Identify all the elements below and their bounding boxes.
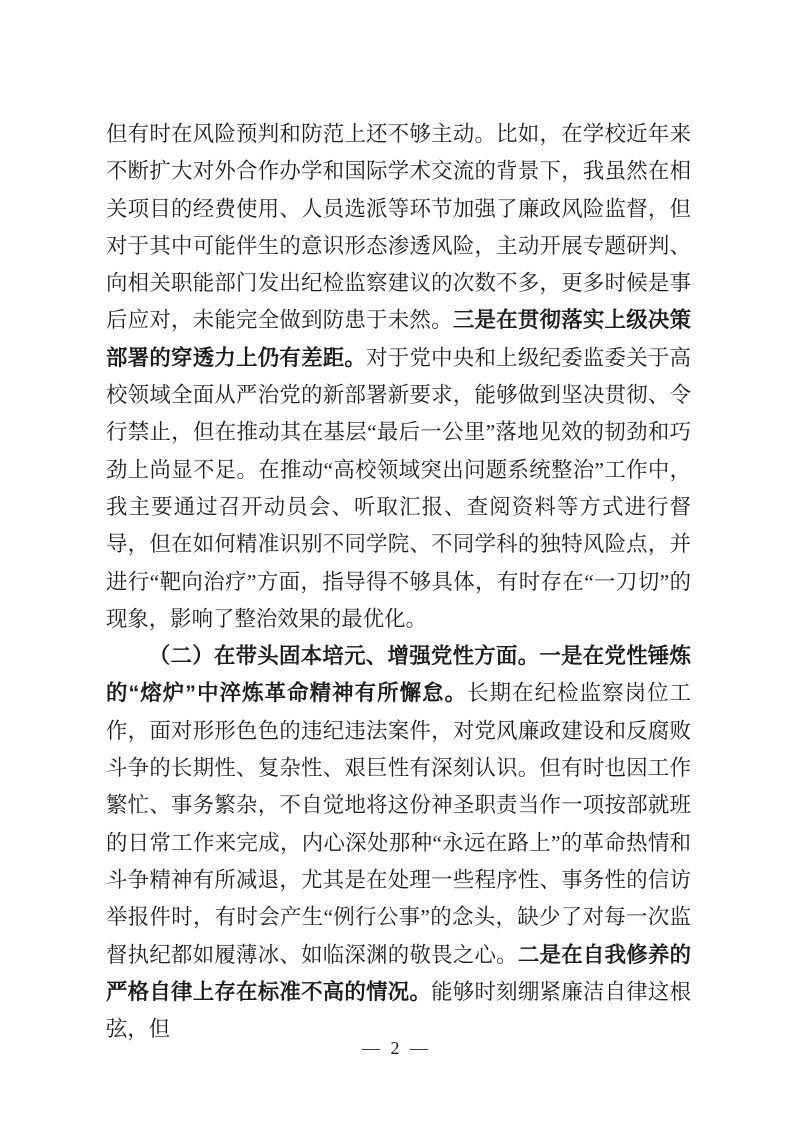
text-run: 对于党中央和上级纪委监委关于高校领域全面从严治党的新部署新要求，能够做到坚决贯彻、令行禁止，但在推动其在基层“最后一公里”落地见效的韧劲和巧劲上尚显不足。在推动“高校领域突出问题系统整治”工作中，我主要通过召开动员会、听取汇报、查阅资料等方式进行督导，但在如何精准识别不同学院、不同学科的独特风险点，并进行“靶向治疗”方面，指导得不够具体，有时存在“一刀切”的现象，影响了整治效果的最优化。 [106,345,691,631]
paragraph [106,638,691,1048]
text-run-bold: 二是在自我修养的严格自律上存在标准不高的情况。 [106,942,691,1004]
paragraph [106,116,691,638]
document-body [106,116,691,1048]
text-run-bold: 三是在贯彻落实上级决策部署的穿透力上仍有差距。 [106,308,691,370]
text-run: 长期在纪检监察岗位工作，面对形形色色的违纪违法案件，对党风廉政建设和反腐败斗争的长期性、复杂性、艰巨性有深刻认识。但有时也因工作繁忙、事务繁杂，不自觉地将这份神圣职责当作一项按部就班的日常工作来完成，内心深处那种“永远在路上”的革命热情和斗争精神有所减退，尤其是在处理一些程序性、事务性的信访举报件时，有时会产生“例行公事”的念头，缺少了对每一次监督执纪都如履薄冰、如临深渊的敬畏之心。 [106,681,691,967]
text-run-bold: （二）在带头固本培元、增强党性方面。一是在党性锤炼的“熔炉”中淬炼革命精神有所懈怠。 [106,644,691,706]
page-number: — 2 — [362,1038,431,1058]
text-run: 但有时在风险预判和防范上还不够主动。比如，在学校近年来不断扩大对外合作办学和国际学术交流的背景下，我虽然在相关项目的经费使用、人员选派等环节加强了廉政风险监督，但对于其中可能伴生的意识形态渗透风险，主动开展专题研判、向相关职能部门发出纪检监察建议的次数不多，更多时候是事后应对，未能完全做到防患于未然。 [106,122,691,333]
page-footer [0,1038,793,1059]
text-run: 能够时刻绷紧廉洁自律这根弦，但 [106,979,691,1042]
